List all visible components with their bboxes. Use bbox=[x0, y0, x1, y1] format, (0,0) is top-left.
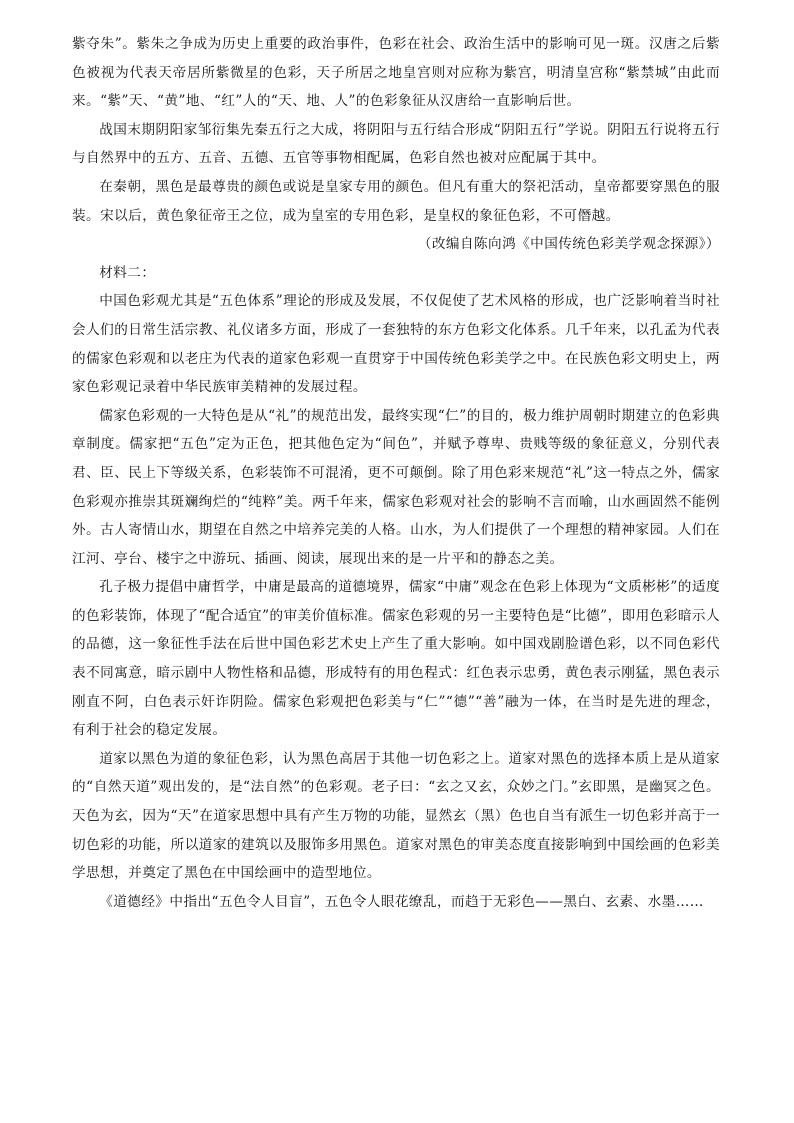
paragraph-qin-black-song-yellow: 在秦朝，黑色是最尊贵的颜色或说是皇家专用的颜色。但凡有重大的祭祀活动，皇帝都要穿黑色的服装。宋以后，黄色象征帝王之位，成为皇室的专用色彩，是皇权的象征色彩，不可僭越。 bbox=[72, 178, 720, 224]
source-citation: （改编自陈向鸿《中国传统色彩美学观念探源》） bbox=[417, 236, 720, 253]
document-page bbox=[72, 30, 720, 916]
paragraph-purple-red: 紫夺朱”。紫朱之争成为历史上重要的政治事件，色彩在社会、政治生活中的影响可见一斑。汉唐之后紫色被视为代表天帝居所紫微星的色彩，天子所居之地皇宫则对应称为紫宫，明清皇宫称“紫禁城”由此而来。“紫”天、“黄”地、“红”人的“天、地、人”的色彩象征从汉唐给一直影响后世。 bbox=[72, 36, 720, 110]
material-two-label: 材料二： bbox=[99, 264, 156, 281]
paragraph-taoist-black: 道家以黑色为道的象征色彩，认为黑色高居于其他一切色彩之上。道家对黑色的选择本质上是从道家的“自然天道”观出发的，是“法自然”的色彩观。老子曰：“玄之又玄，众妙之门。”玄即黑，是幽冥之色。天色为玄，因为“天”在道家思想中具有产生万物的功能，显然玄（黑）色也自当有派生一切色彩并高于一切色彩的功能，所以道家的建筑以及服饰多用黑色。道家对黑色的审美态度直接影响到中国绘画的色彩美学思想，并奠定了黑色在中国绘画中的造型地位。 bbox=[72, 750, 720, 882]
paragraph-confucian-color-view: 儒家色彩观的一大特色是从“礼”的规范出发，最终实现“仁”的目的，极力维护周朝时期建立的色彩典章制度。儒家把“五色”定为正色，把其他色定为“间色”，并赋予尊卑、贵贱等级的象征意义，分别代表君、臣、民上下等级关系，色彩装饰不可混淆，更不可颠倒。除了用色彩来规范“礼”这一特点之外，儒家色彩观亦推崇其斑斓绚烂的“纯粹”美。两千年来，儒家色彩观对社会的影响不言而喻，山水画固然不能例外。古人寄情山水，期望在自然之中培养完美的人格。山水，为人们提供了一个理想的精神家园。人们在江河、亭台、楼宇之中游玩、插画、阅读，展现出来的是一片平和的静态之美。 bbox=[72, 407, 720, 567]
paragraph-yin-yang-five-elements: 战国末期阴阳家邹衍集先秦五行之大成，将阴阳与五行结合形成“阴阳五行”学说。阴阳五行说将五行与自然界中的五方、五音、五德、五官等事物相配属，色彩自然也被对应配属于其中。 bbox=[72, 121, 720, 167]
paragraph-five-color-system: 中国色彩观尤其是“五色体系”理论的形成及发展，不仅促使了艺术风格的形成，也广泛影响着当时社会人们的日常生活宗教、礼仪诸多方面，形成了一套独特的东方色彩文化体系。几千年来，以孔孟为代表的儒家色彩观和以老庄为代表的道家色彩观一直贯穿于中国传统色彩美学之中。在民族色彩文明史上，两家色彩观记录着中华民族审美精神的发展过程。 bbox=[72, 293, 720, 396]
paragraph-doctrine-of-mean: 孔子极力提倡中庸哲学，中庸是最高的道德境界，儒家“中庸”观念在色彩上体现为“文质彬彬”的适度的色彩装饰，体现了“配合适宜”的审美价值标准。儒家色彩观的另一主要特色是“比德”，即用色彩暗示人的品德，这一象征性手法在后世中国色彩艺术史上产生了重大影响。如中国戏剧脸谱色彩，以不同色彩代表不同寓意，暗示剧中人物性格和品德，形成特有的用色程式：红色表示忠勇，黄色表示刚猛，黑色表示刚直不阿，白色表示奸诈阴险。儒家色彩观把色彩美与“仁”“德”“善”融为一体，在当时是先进的理念，有利于社会的稳定发展。 bbox=[72, 579, 720, 739]
paragraph-tao-te-ching: 《道德经》中指出“五色令人目盲”，五色令人眼花缭乱，而趋于无彩色——黑白、玄素、水墨…… bbox=[99, 893, 704, 910]
